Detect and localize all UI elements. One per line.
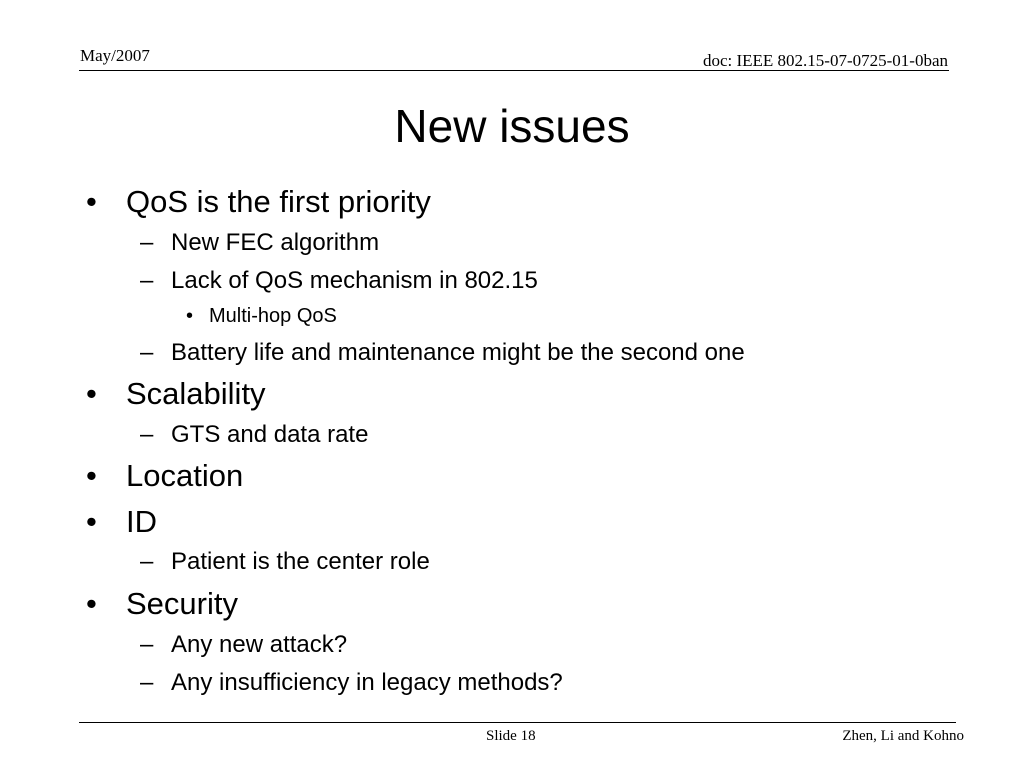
- sub-bullet-text: Lack of QoS mechanism in 802.15: [171, 267, 538, 294]
- bullet-marker: •: [86, 184, 97, 219]
- bullet-text: ID: [126, 504, 157, 539]
- sub-sub-bullet-marker: •: [186, 305, 194, 327]
- footer-slide-number: Slide 18: [486, 728, 536, 744]
- bullet-text: Security: [126, 586, 238, 621]
- slide-title: New issues: [394, 100, 630, 152]
- bullet-marker: •: [86, 376, 97, 411]
- sub-bullet-text: Any insufficiency in legacy methods?: [171, 669, 563, 696]
- bullet-text: QoS is the first priority: [126, 184, 431, 219]
- header-date: May/2007: [80, 46, 150, 65]
- sub-bullet-marker: –: [140, 669, 154, 696]
- sub-bullet-marker: –: [140, 421, 154, 448]
- bullet-marker: •: [86, 504, 97, 539]
- bullet-text: Location: [126, 458, 244, 493]
- bullet-marker: •: [86, 458, 97, 493]
- sub-bullet-marker: –: [140, 631, 154, 658]
- sub-bullet-marker: –: [140, 339, 154, 366]
- sub-bullet-text: Battery life and maintenance might be the second one: [171, 339, 745, 366]
- sub-bullet-marker: –: [140, 229, 154, 256]
- sub-sub-bullet-text: Multi-hop QoS: [209, 305, 337, 327]
- sub-bullet-text: Patient is the center role: [171, 548, 430, 575]
- footer-authors: Zhen, Li and Kohno: [842, 728, 964, 744]
- sub-bullet-marker: –: [140, 548, 154, 575]
- footer-rule: [79, 722, 956, 723]
- sub-bullet-text: GTS and data rate: [171, 421, 369, 448]
- bullet-text: Scalability: [126, 376, 266, 411]
- bullet-marker: •: [86, 586, 97, 621]
- sub-bullet-text: New FEC algorithm: [171, 229, 380, 256]
- sub-bullet-text: Any new attack?: [171, 631, 348, 658]
- sub-bullet-marker: –: [140, 267, 154, 294]
- header-doc-id: doc: IEEE 802.15-07-0725-01-0ban: [702, 51, 948, 70]
